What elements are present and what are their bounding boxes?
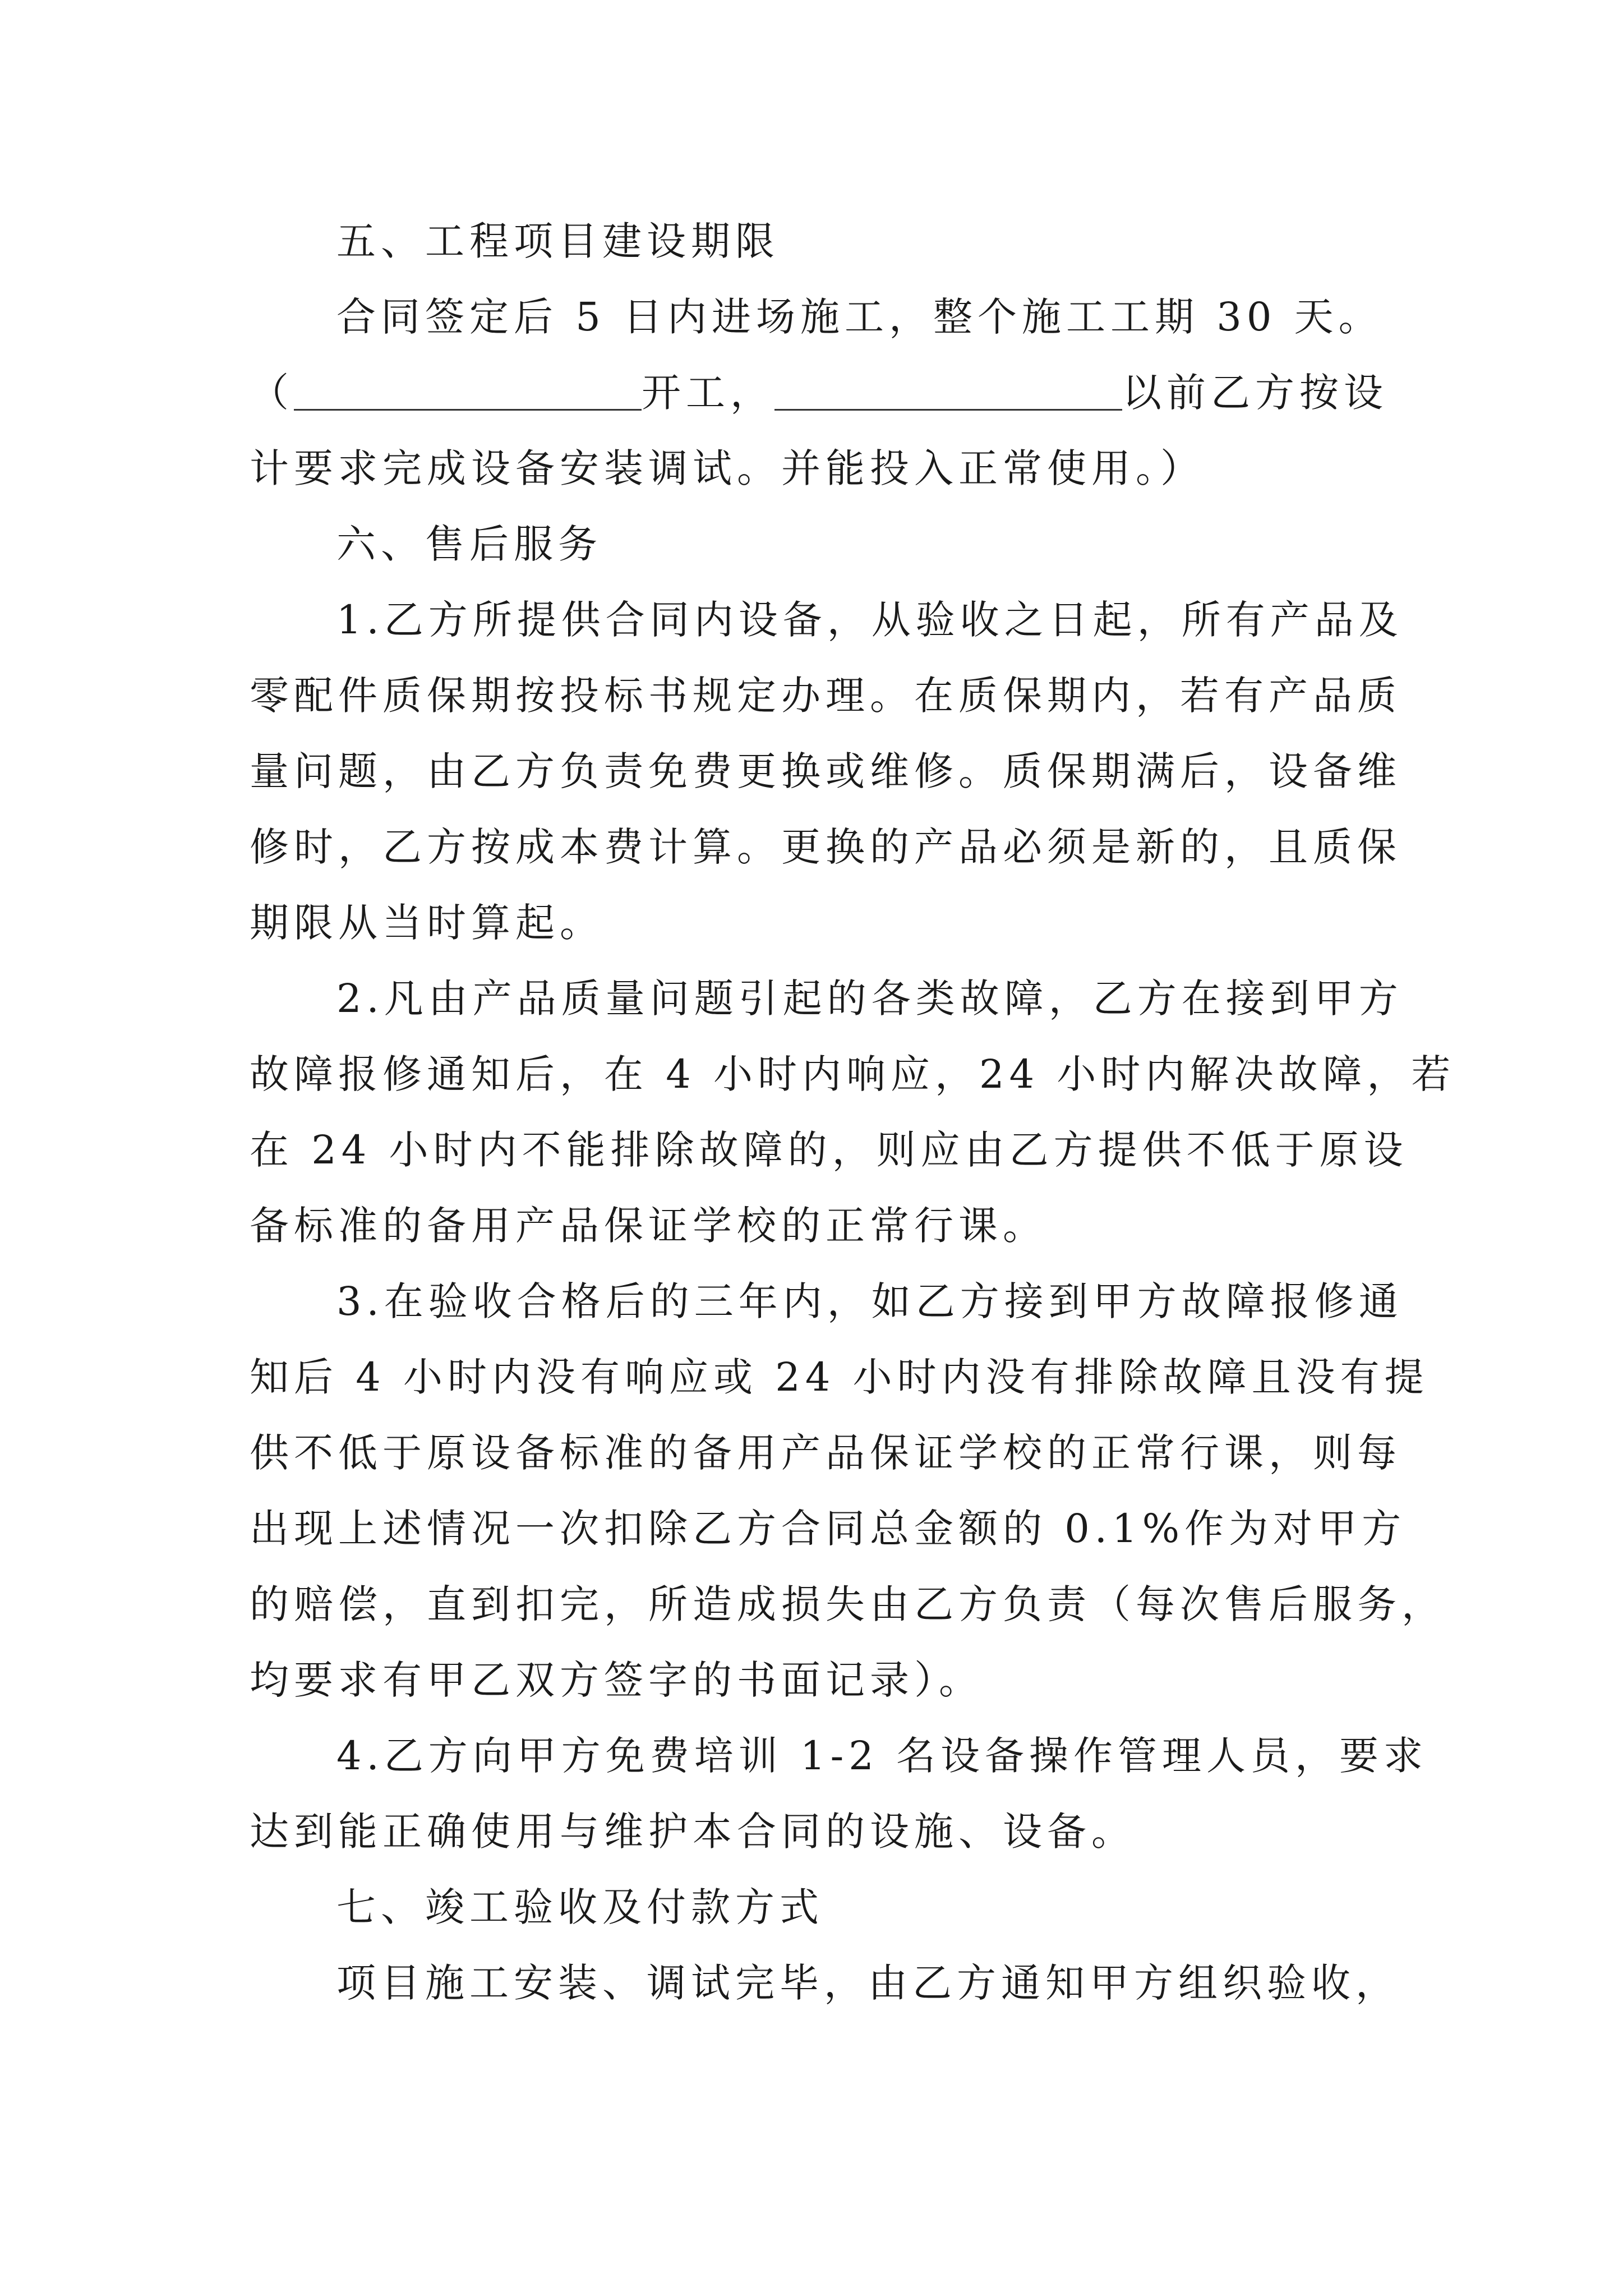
- paragraph-line: 的赔偿，直到扣完，所造成损失由乙方负责（每次售后服务，: [250, 1581, 1446, 1627]
- list-item-4: 4.乙方向甲方免费培训 1-2 名设备操作管理人员，要求: [336, 1733, 1428, 1779]
- paragraph-line: 项目施工安装、调试完毕，由乙方通知甲方组织验收，: [336, 1960, 1400, 2006]
- paragraph-line: 量问题，由乙方负责免费更换或维修。质保期满后，设备维: [250, 748, 1401, 794]
- paragraph-line: 计要求完成设备安装调试。并能投入正常使用。）: [250, 445, 1205, 491]
- section-heading-5: 五、工程项目建设期限: [336, 218, 780, 264]
- list-item-3: 3.在验收合格后的三年内，如乙方接到甲方故障报修通: [336, 1278, 1403, 1324]
- paragraph-line: 合同签定后 5 日内进场施工，整个施工工期 30 天。: [336, 294, 1383, 340]
- paragraph-line-with-blanks: [250, 351, 1388, 435]
- paragraph-line: 均要求有甲乙双方签字的书面记录）。: [250, 1657, 983, 1703]
- start-date-blank: [294, 370, 642, 411]
- open-paren: （: [250, 370, 294, 416]
- paragraph-line: 在 24 小时内不能排除故障的，则应由乙方提供不低于原设: [250, 1127, 1408, 1173]
- section-heading-6: 六、售后服务: [336, 521, 602, 567]
- paragraph-line: 知后 4 小时内没有响应或 24 小时内没有排除故障且没有提: [250, 1354, 1429, 1400]
- paragraph-line: 修时，乙方按成本费计算。更换的产品必须是新的，且质保: [250, 824, 1401, 870]
- paragraph-line: 期限从当时算起。: [250, 900, 604, 946]
- list-item-2: 2.凡由产品质量问题引起的各类故障，乙方在接到甲方: [336, 976, 1403, 1022]
- start-label: 开工，: [642, 370, 774, 416]
- section-heading-7: 七、竣工验收及付款方式: [336, 1884, 824, 1930]
- paragraph-line: 备标准的备用产品保证学校的正常行课。: [250, 1203, 1047, 1249]
- paragraph-line: 供不低于原设备标准的备用产品保证学校的正常行课，则每: [250, 1430, 1401, 1476]
- paragraph-line: 零配件质保期按投标书规定办理。在质保期内，若有产品质: [250, 673, 1401, 719]
- list-item-1: 1.乙方所提供合同内设备，从验收之日起，所有产品及: [336, 597, 1403, 643]
- paragraph-line: 故障报修通知后，在 4 小时内响应，24 小时内解决故障，若: [250, 1051, 1456, 1097]
- end-date-blank: [774, 370, 1122, 411]
- paragraph-line: 达到能正确使用与维护本合同的设施、设备。: [250, 1809, 1136, 1855]
- completion-text: 以前乙方按设: [1122, 370, 1388, 416]
- paragraph-line: 出现上述情况一次扣除乙方合同总金额的 0.1%作为对甲方: [250, 1506, 1407, 1552]
